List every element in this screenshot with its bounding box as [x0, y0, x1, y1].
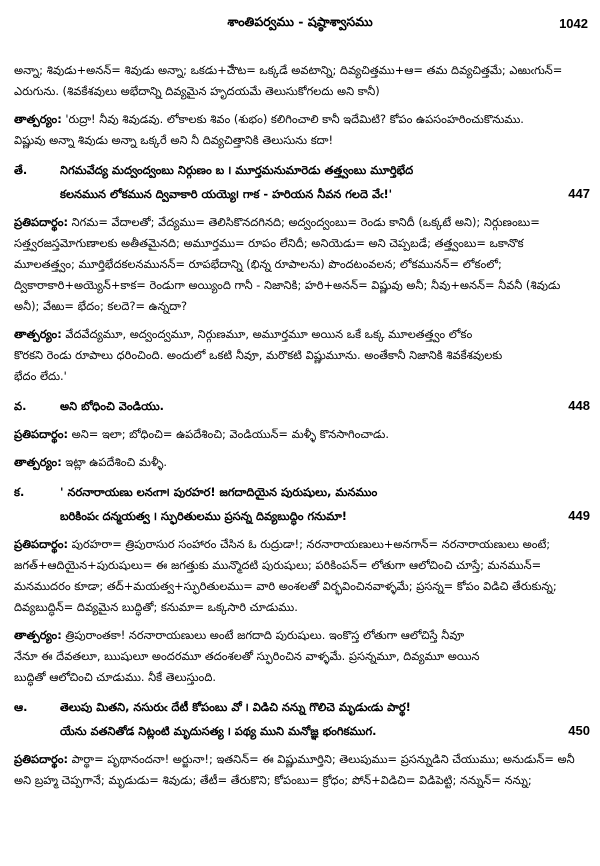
verse-number: 448: [568, 398, 590, 413]
text-line: పురహరా= త్రిపురాసుర సంహారం చేసిన ఓ రుద్రుడా!; నరనారాయణులు+అనగాన్= నరనారాయణులు అంటే;: [68, 537, 551, 551]
text-line: త్రిపురాంతకా! నరనారాయణులు అంటే జగదాది పురుషులు. ఇంకొస్త లోతుగా ఆలోచిస్తే నీవూ: [61, 628, 465, 642]
pratipadartham-block: [14, 749, 590, 791]
text-line: మూలతత్త్వం; మూర్తిభేదకలనమునన్= రూపభేదాన్ని (భిన్న రూపాలను) పొందటంవలన; లోకమునన్= లోకంలో;: [14, 257, 502, 271]
tatparyam-block: [14, 109, 590, 151]
pratipadartham-block: [14, 424, 590, 445]
text-line: దివ్యబుద్ధిన్= దివ్యమైన బుద్ధితో; కనుమా= ఒక్కసారి చూడుము.: [14, 600, 298, 614]
text-line: అన్నా; శివుడు+అనన్= శివుడు అన్నా; ఒకడు+ౘౌట= ఒక్కడే అవటాన్ని; దివ్యచిత్తము+ఆ= తమ దివ్యచిత్తమే; ఎఱుఁగున్=: [14, 63, 563, 77]
verse-line: కలనమున లోకమున ద్వివాకారి యయ్యె౹ గాక - హరియన నీవన గలదె వేఁ!': [60, 187, 393, 201]
pratipadartham-label: ప్రతిపదార్థం:: [14, 537, 69, 551]
text-line: పార్థా= పృథానందనా! అర్జునా!; ఇతనిన్= ఈ విష్ణుమూర్తిని; తెలుపుము= ప్రసన్నుడిని చేయుము; అనుడున్= అనీ: [68, 752, 575, 766]
text-line: జగత్+ఆదియైన+పురుషులు= ఈ జగత్తుకు మున్మొదటి పురుషులు; పరికింపన్= లోతుగా ఆలోచించి చూస్తే; మనమున్=: [14, 558, 542, 572]
page-number: 1042: [559, 16, 588, 31]
verse-line: ' నరనారాయణు లనఁగా౹ పురహర! జగదాదియైన పురుషులు, మనముం: [60, 485, 378, 499]
verse-number: 450: [568, 723, 590, 738]
tatparyam-block: [14, 324, 590, 387]
prev-meaning-continuation: [14, 60, 590, 102]
running-title: శాంతిపర్వము - షష్ఠాశ్వాసము: [227, 14, 373, 29]
pratipadartham-block: [14, 534, 590, 618]
tatparyam-block: [14, 452, 590, 473]
pratipadartham-block: [14, 212, 590, 317]
tatparyam-label: తాత్పర్యం:: [14, 455, 62, 469]
text-line: అని బ్రహ్మ చెప్పగానే; మృడుడు= శివుడు; తేటీ= తేరుకొని; కోపంబు= క్రోధం; పోన్+విడిచి= విడిపెట్టి; నన్నున్= నన్ను;: [14, 773, 532, 787]
tatparyam-block: [14, 625, 590, 688]
page-header: [0, 8, 600, 38]
verse-line: బరికింపఁ దన్మయత్వ ౹ స్ఫురితులము ప్రసన్న దివ్యబుద్ధిం గనుమా!: [60, 509, 347, 523]
pratipadartham-label: ప్రతిపదార్థం:: [14, 215, 69, 229]
text-line: నిగమ= వేదాలతో; వేద్యము= తెలిసికొనదగినది; అద్వంద్వంబు= రెండు కానిదీ (ఒక్కటే అని); నిర్గుణంబు=: [68, 215, 540, 229]
verse-line: తెలుపు మితని, నసురుఁ దేటీ కోపంబు వో ౹ విడిచి నన్ను గొలిచె మృడుఁడు పార్థ!: [60, 700, 411, 714]
text-line: మనముదరం కూడా; తద్+మయత్వ+స్ఫురితులము= వారి అంశలతో విర్భవించినవాళ్ళమే; ప్రసన్న= కోపం విడిచి తేరుకున్న;: [14, 579, 557, 593]
text-line: అని= ఇలా; బోధించి= ఉపదేశించి; వెండియున్= మళ్ళీ కొనసాగించాడు.: [68, 427, 389, 441]
verse-line: నిగమవేద్య మద్వంద్వంబు నిర్గుణం బ ౹ మూర్తమనుమారెడు తత్త్వంబు మూర్తిభేద: [60, 163, 414, 177]
verse-448: [14, 394, 590, 418]
verse-number: 447: [568, 186, 590, 201]
verse-line: యేను వతనితోడ నిట్లంటి మృదుసత్య ౹ పథ్య ముని మనోజ్ఞ భంగికముగ.: [60, 724, 377, 738]
verse-meter-label: ఆ.: [14, 700, 28, 714]
verse-447: [14, 158, 590, 206]
text-line: సత్త్వరజస్తమోగుణాలకు అతీతమైనది; అమూర్తము= రూపం లేనిదీ; అనియెడు= అని చెప్పబడే; తత్త్వంబు= ఒకానొక: [14, 236, 524, 250]
tatparyam-label: తాత్పర్యం:: [14, 112, 62, 126]
verse-meter-label: వ.: [14, 399, 27, 413]
text-line: ద్వికారాకారి+అయ్యెన్+కాక= రెండుగా అయ్యింది గానీ - నిజానికి; హరి+అనన్= విష్ణువు అనీ; నీవు+అనన్= నీవనీ (శివుడు: [14, 278, 561, 292]
verse-number: 449: [568, 508, 590, 523]
text-line: బుద్ధితో ఆలోచించి చూడుము. నీకే తెలుస్తుంది.: [14, 670, 216, 684]
text-line: భేదం లేదు.': [14, 369, 67, 383]
text-line: 'రుద్రా! నీవు శివుడవు. లోకాలకు శివం (శుభం) కలిగించాలి కానీ ఇదేమిటి? కోపం ఉపసంహరించుకొనుము.: [61, 112, 524, 126]
verse-449: [14, 480, 590, 528]
text-line: ఇట్లా ఉపదేశించి మళ్ళీ.: [61, 455, 168, 469]
pratipadartham-label: ప్రతిపదార్థం:: [14, 752, 69, 766]
text-line: అనీ); వేఱు= భేదం; కలదె?= ఉన్నదా?: [14, 299, 188, 313]
text-line: వేదవేద్యమూ, అద్వంద్వమూ, నిర్గుణమూ, అమూర్తమూ అయిన ఒకే ఒక్క మూలతత్త్వం లోకం: [61, 327, 473, 341]
pratipadartham-label: ప్రతిపదార్థం:: [14, 427, 69, 441]
verse-meter-label: క.: [14, 485, 25, 499]
page-body: [14, 60, 590, 798]
verse-450: [14, 695, 590, 743]
text-line: నేనూ ఈ దేవతలూ, ఋషులూ అందరమూ తదంశలతో స్ఫురించిన వాళ్ళమే. ప్రసన్నమూ, దివ్యమూ అయిన: [14, 649, 480, 663]
text-line: ఎరుగును. (శివకేశవులు అభేదాన్ని దివ్యమైన హృదయమే తెలుసుకోగలదు అని కానీ): [14, 84, 380, 98]
text-line: విష్ణువు అన్నా శివుడు అన్నా ఒక్కరే అని నీ దివ్యచిత్తానికి తెలుసును కదా!: [14, 133, 334, 147]
verse-line: అని బోధించి వెండియు.: [60, 399, 164, 413]
tatparyam-label: తాత్పర్యం:: [14, 327, 62, 341]
verse-meter-label: తే.: [14, 163, 28, 177]
tatparyam-label: తాత్పర్యం:: [14, 628, 62, 642]
text-line: కొరకని రెండు రూపాలు ధరించింది. అందులో ఒకటి నీవూ, మరొకటి విష్ణుమూను. అంతేకానీ నిజానికి శివకేశవులకు: [14, 348, 503, 362]
